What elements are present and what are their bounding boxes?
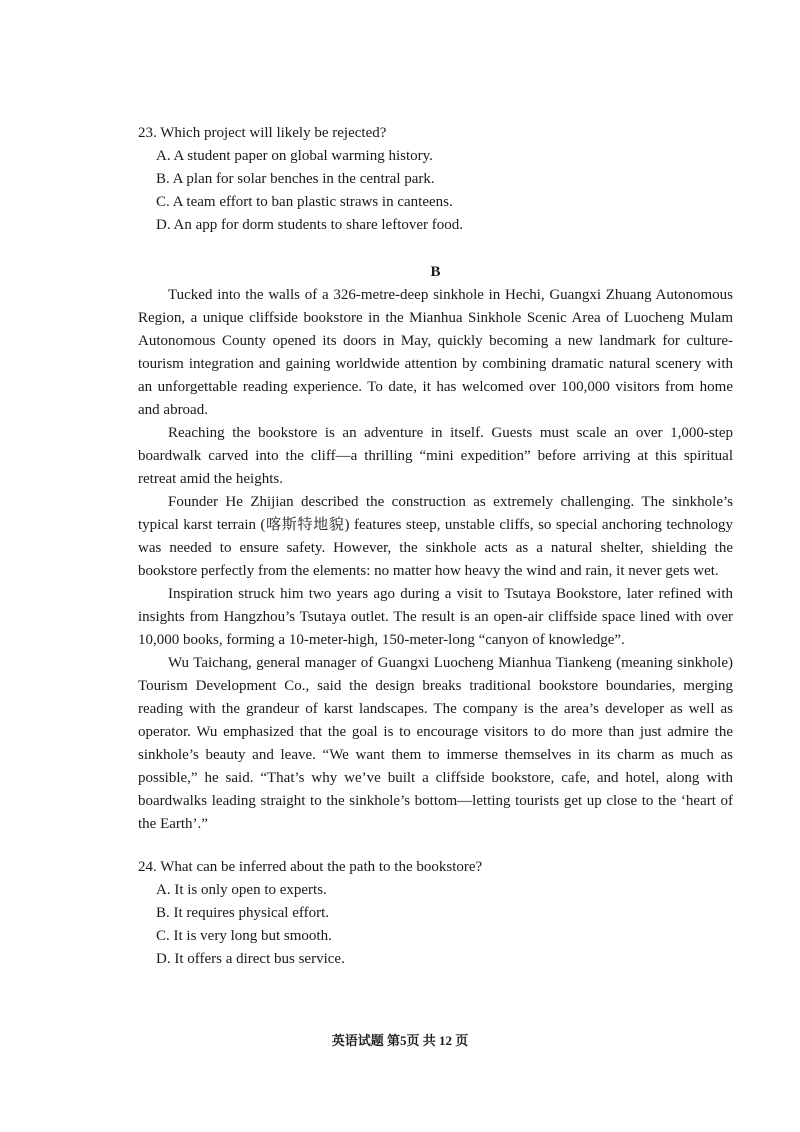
paragraph: Founder He Zhijian described the construction as extremely challenging. The sinkhole’s typical karst terrain (喀斯特地貌) features steep, unstable cliffs, so special anchoring technology was needed to ensure safety. However, the sinkhole acts as a natural shelter, shielding the bookstore perfectly from the elements: no matter how heavy the wind and rain, it never gets wet. xyxy=(138,494,733,579)
question-23 xyxy=(138,122,733,237)
option-c: C. It is very long but smooth. xyxy=(156,928,332,944)
option-a: A. It is only open to experts. xyxy=(156,882,327,898)
option-a: A. A student paper on global warming history. xyxy=(156,148,433,164)
option-b: B. It requires physical effort. xyxy=(156,905,330,921)
exam-page xyxy=(138,122,733,971)
option-d: D. It offers a direct bus service. xyxy=(156,951,345,967)
paragraph: Inspiration struck him two years ago during a visit to Tsutaya Bookstore, later refined with insights from Hangzhou’s Tsutaya outlet. The result is an open-air cliffside space lined with over 10,000 books, forming a 10-meter-high, 150-meter-long “canyon of knowledge”. xyxy=(138,586,733,648)
question-stem: 23. Which project will likely be rejected? xyxy=(138,125,387,141)
option-d: D. An app for dorm students to share leftover food. xyxy=(156,217,464,233)
paragraph: Tucked into the walls of a 326-metre-deep sinkhole in Hechi, Guangxi Zhuang Autonomous Region, a unique cliffside bookstore in the Mianhua Sinkhole Scenic Area of Luocheng Mulam Autonomous County opened its doors in May, quickly becoming a new landmark for culture-tourism integration and gaining worldwide attention by combining dramatic natural scenery with an unforgettable reading experience. To date, it has welcomed over 100,000 visitors from home and abroad. xyxy=(138,287,733,418)
paragraph: Wu Taichang, general manager of Guangxi Luocheng Mianhua Tiankeng (meaning sinkhole) Tourism Development Co., said the design breaks traditional bookstore boundaries, merging reading with the grandeur of karst landscapes. The company is the area’s developer as well as operator. Wu emphasized that the goal is to encourage visitors to do more than just admire the sinkhole’s beauty and leave. “We want them to immerse themselves in its charm as much as possible,” he said. “That’s why we’ve built a cliffside bookstore, cafe, and hotel, along with boardwalks leading straight to the sinkhole’s bottom—letting tourists get up close to the ‘heart of the Earth’.” xyxy=(138,655,733,832)
option-c: C. A team effort to ban plastic straws in canteens. xyxy=(156,194,453,210)
question-stem: 24. What can be inferred about the path to the bookstore? xyxy=(138,859,483,875)
paragraph: Reaching the bookstore is an adventure in itself. Guests must scale an over 1,000-step boardwalk carved into the cliff—a thrilling “mini expedition” before arriving at this spiritual retreat amid the heights. xyxy=(138,425,733,487)
question-24 xyxy=(138,856,733,971)
page-footer: 英语试题 第5页 共 12 页 xyxy=(331,1033,469,1048)
section-heading: B xyxy=(430,264,441,280)
option-b: B. A plan for solar benches in the central park. xyxy=(156,171,435,187)
passage xyxy=(138,284,733,836)
